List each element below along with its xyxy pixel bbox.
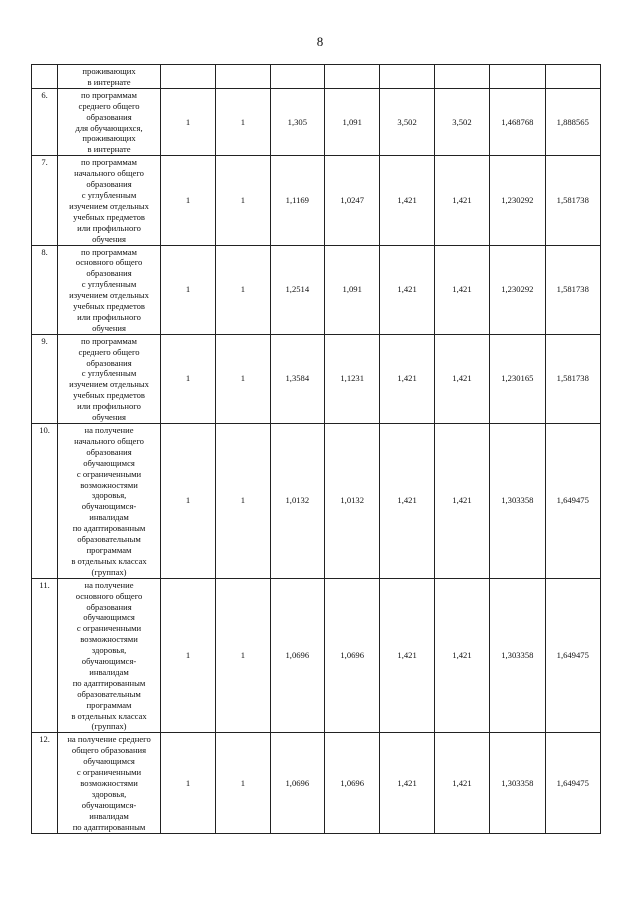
description-line: (группах)	[91, 566, 127, 577]
description-line: образования	[86, 357, 132, 368]
coefficient-cell: 1,091	[325, 245, 380, 334]
coefficient-cell: 1,2514	[270, 245, 324, 334]
description-cell	[58, 245, 161, 334]
description-line: (группах)	[91, 721, 127, 732]
coefficient-cell	[545, 65, 600, 89]
description-line: обучения	[92, 233, 126, 244]
page-number: 8	[316, 34, 324, 49]
description-line: или профильного	[77, 311, 141, 322]
coefficient-cell: 1,421	[434, 424, 489, 579]
description-line: обучающимся	[83, 756, 135, 767]
description-line: обучающимся-	[81, 656, 137, 667]
description-line: инвалидам	[89, 666, 129, 677]
description-line: на получение	[84, 579, 134, 590]
description-cell	[58, 424, 161, 579]
table-row	[32, 245, 601, 334]
coefficient-cell: 3,502	[434, 88, 489, 155]
coefficient-cell: 1,421	[380, 156, 434, 245]
table-row	[32, 156, 601, 245]
coefficient-cell: 1,091	[325, 88, 380, 155]
coefficient-cell: 1,303358	[490, 424, 545, 579]
description-line: по адаптированным	[72, 821, 146, 832]
coefficient-cell: 1	[216, 88, 270, 155]
description-cell	[58, 733, 161, 833]
description-line: учебных предметов	[73, 390, 145, 401]
description-line: с ограниченными	[76, 767, 142, 778]
description-line: общего образования	[71, 745, 147, 756]
description-line: в интернате	[87, 76, 131, 87]
coefficient-cell: 1,0132	[325, 424, 380, 579]
coefficient-cell: 1,305	[270, 88, 324, 155]
description-line: для обучающихся,	[75, 122, 143, 133]
coefficient-cell: 1,230165	[490, 334, 545, 423]
description-line: возможностями	[80, 778, 138, 788]
description-line: или профильного	[77, 401, 141, 412]
description-line: образовательным	[77, 534, 141, 545]
description-line: в отдельных классах	[71, 555, 147, 566]
coefficient-cell: 1	[216, 424, 270, 579]
description-line: здоровья,	[91, 645, 127, 656]
coefficient-cell: 1,1169	[270, 156, 324, 245]
description-line: образования	[86, 111, 132, 122]
coefficient-cell	[380, 65, 434, 89]
description-line: по программам	[81, 157, 137, 168]
coefficient-cell: 1	[216, 245, 270, 334]
table-body	[32, 65, 601, 834]
description-line: по программам	[81, 89, 137, 100]
description-line: с ограниченными	[76, 468, 142, 479]
description-cell	[58, 65, 161, 89]
description-line: образования	[86, 268, 132, 279]
description-line: среднего общего	[78, 100, 140, 111]
description-line: здоровья,	[91, 490, 127, 501]
description-line: обучающимся-	[81, 501, 137, 512]
coefficient-cell: 1	[216, 334, 270, 423]
coefficient-cell	[160, 65, 215, 89]
description-line: инвалидам	[89, 810, 129, 821]
description-line: основного общего	[75, 257, 143, 268]
coefficient-cell: 1,468768	[490, 88, 545, 155]
description-cell	[58, 88, 161, 155]
row-number-cell: 10.	[32, 424, 58, 579]
coefficient-cell: 1,0696	[325, 733, 380, 833]
description-line: среднего общего	[78, 346, 140, 357]
description-line: в отдельных классах	[71, 710, 147, 721]
description-line: изучением отдельных	[69, 379, 149, 390]
row-number-cell: 8.	[32, 245, 58, 334]
coefficient-cell: 1	[160, 733, 215, 833]
coefficient-cell: 1,421	[380, 578, 434, 733]
description-line: обучающимся	[83, 612, 135, 623]
description-line: образования	[86, 446, 132, 457]
coefficient-cell: 3,502	[380, 88, 434, 155]
description-line: в интернате	[87, 144, 131, 155]
coefficient-cell: 1,581738	[545, 156, 600, 245]
coefficient-cell: 1,421	[380, 245, 434, 334]
table-row	[32, 424, 601, 579]
description-line: начального общего	[74, 435, 144, 446]
description-line: учебных предметов	[73, 211, 145, 222]
row-number-cell: 12.	[32, 733, 58, 833]
coefficient-cell: 1,230292	[490, 245, 545, 334]
description-line: возможностями	[80, 634, 138, 645]
coefficient-cell: 1,649475	[545, 578, 600, 733]
coefficient-cell: 1,421	[434, 334, 489, 423]
coefficient-cell: 1	[160, 156, 215, 245]
description-line: по программам	[81, 246, 137, 257]
row-number-cell: 6.	[32, 88, 58, 155]
description-line: по адаптированным	[72, 523, 146, 534]
description-cell	[58, 334, 161, 423]
coefficient-cell: 1	[160, 88, 215, 155]
description-line: обучающимся-	[81, 799, 137, 810]
coefficient-cell: 1,421	[434, 245, 489, 334]
description-line: изучением отдельных	[69, 200, 149, 211]
description-line: проживающих	[82, 66, 136, 76]
coefficient-cell: 1	[216, 156, 270, 245]
description-line: начального общего	[74, 168, 144, 179]
description-line: с углубленным	[81, 279, 137, 290]
coefficient-cell: 1,581738	[545, 334, 600, 423]
table-row	[32, 334, 601, 423]
coefficient-cell: 1,3584	[270, 334, 324, 423]
description-line: здоровья,	[91, 788, 127, 799]
description-line: изучением отдельных	[69, 290, 149, 301]
description-line: или профильного	[77, 222, 141, 233]
coefficient-cell: 1	[216, 733, 270, 833]
coefficient-cell: 1	[216, 578, 270, 733]
description-line: основного общего	[75, 590, 143, 601]
description-line: инвалидам	[89, 512, 129, 523]
coefficient-cell: 1,0696	[270, 733, 324, 833]
description-line: программам	[86, 699, 132, 710]
table-row	[32, 88, 601, 155]
description-line: обучения	[92, 322, 126, 333]
coefficient-cell	[325, 65, 380, 89]
row-number-cell: 7.	[32, 156, 58, 245]
coefficient-cell: 1,230292	[490, 156, 545, 245]
description-line: по программам	[81, 335, 137, 346]
row-number-cell: 11.	[32, 578, 58, 733]
coefficient-cell: 1	[160, 245, 215, 334]
description-line: проживающих	[82, 133, 136, 144]
coefficient-cell: 1,0696	[325, 578, 380, 733]
coefficient-cell: 1	[160, 424, 215, 579]
coefficient-cell: 1,0247	[325, 156, 380, 245]
coefficient-cell: 1,303358	[490, 733, 545, 833]
coefficient-cell: 1,421	[380, 733, 434, 833]
description-cell	[58, 578, 161, 733]
coefficient-cell: 1,888565	[545, 88, 600, 155]
coefficient-cell: 1,421	[380, 334, 434, 423]
coefficient-cell: 1,0132	[270, 424, 324, 579]
description-line: образования	[86, 179, 132, 190]
description-line: образования	[86, 601, 132, 612]
description-line: на получение среднего	[67, 734, 151, 745]
description-line: на получение	[84, 425, 134, 435]
coefficient-cell: 1,0696	[270, 578, 324, 733]
description-line: обучающимся	[83, 457, 135, 468]
coefficient-cell: 1,421	[380, 424, 434, 579]
coefficient-cell	[434, 65, 489, 89]
description-line: с углубленным	[81, 368, 137, 379]
coefficient-cell: 1,649475	[545, 424, 600, 579]
description-line: с ограниченными	[76, 623, 142, 634]
coefficient-cell: 1,303358	[490, 578, 545, 733]
coefficient-cell: 1	[160, 334, 215, 423]
description-line: по адаптированным	[72, 677, 146, 688]
coefficients-table	[31, 64, 601, 834]
coefficient-cell: 1,581738	[545, 245, 600, 334]
description-line: с углубленным	[81, 189, 137, 200]
description-cell	[58, 156, 161, 245]
table-row	[32, 733, 601, 833]
description-line: программам	[86, 544, 132, 555]
description-line: обучения	[92, 412, 126, 423]
row-number-cell	[32, 65, 58, 89]
coefficient-cell: 1,1231	[325, 334, 380, 423]
coefficient-cell	[490, 65, 545, 89]
coefficient-cell: 1,649475	[545, 733, 600, 833]
coefficient-cell: 1,421	[434, 156, 489, 245]
coefficient-cell: 1,421	[434, 733, 489, 833]
row-number-cell: 9.	[32, 334, 58, 423]
description-line: возможностями	[80, 479, 138, 490]
coefficient-cell	[216, 65, 270, 89]
description-line: учебных предметов	[73, 301, 145, 312]
table-row	[32, 65, 601, 89]
description-line: образовательным	[77, 688, 141, 699]
table-row	[32, 578, 601, 733]
coefficient-cell: 1	[160, 578, 215, 733]
coefficient-cell	[270, 65, 324, 89]
coefficient-cell: 1,421	[434, 578, 489, 733]
